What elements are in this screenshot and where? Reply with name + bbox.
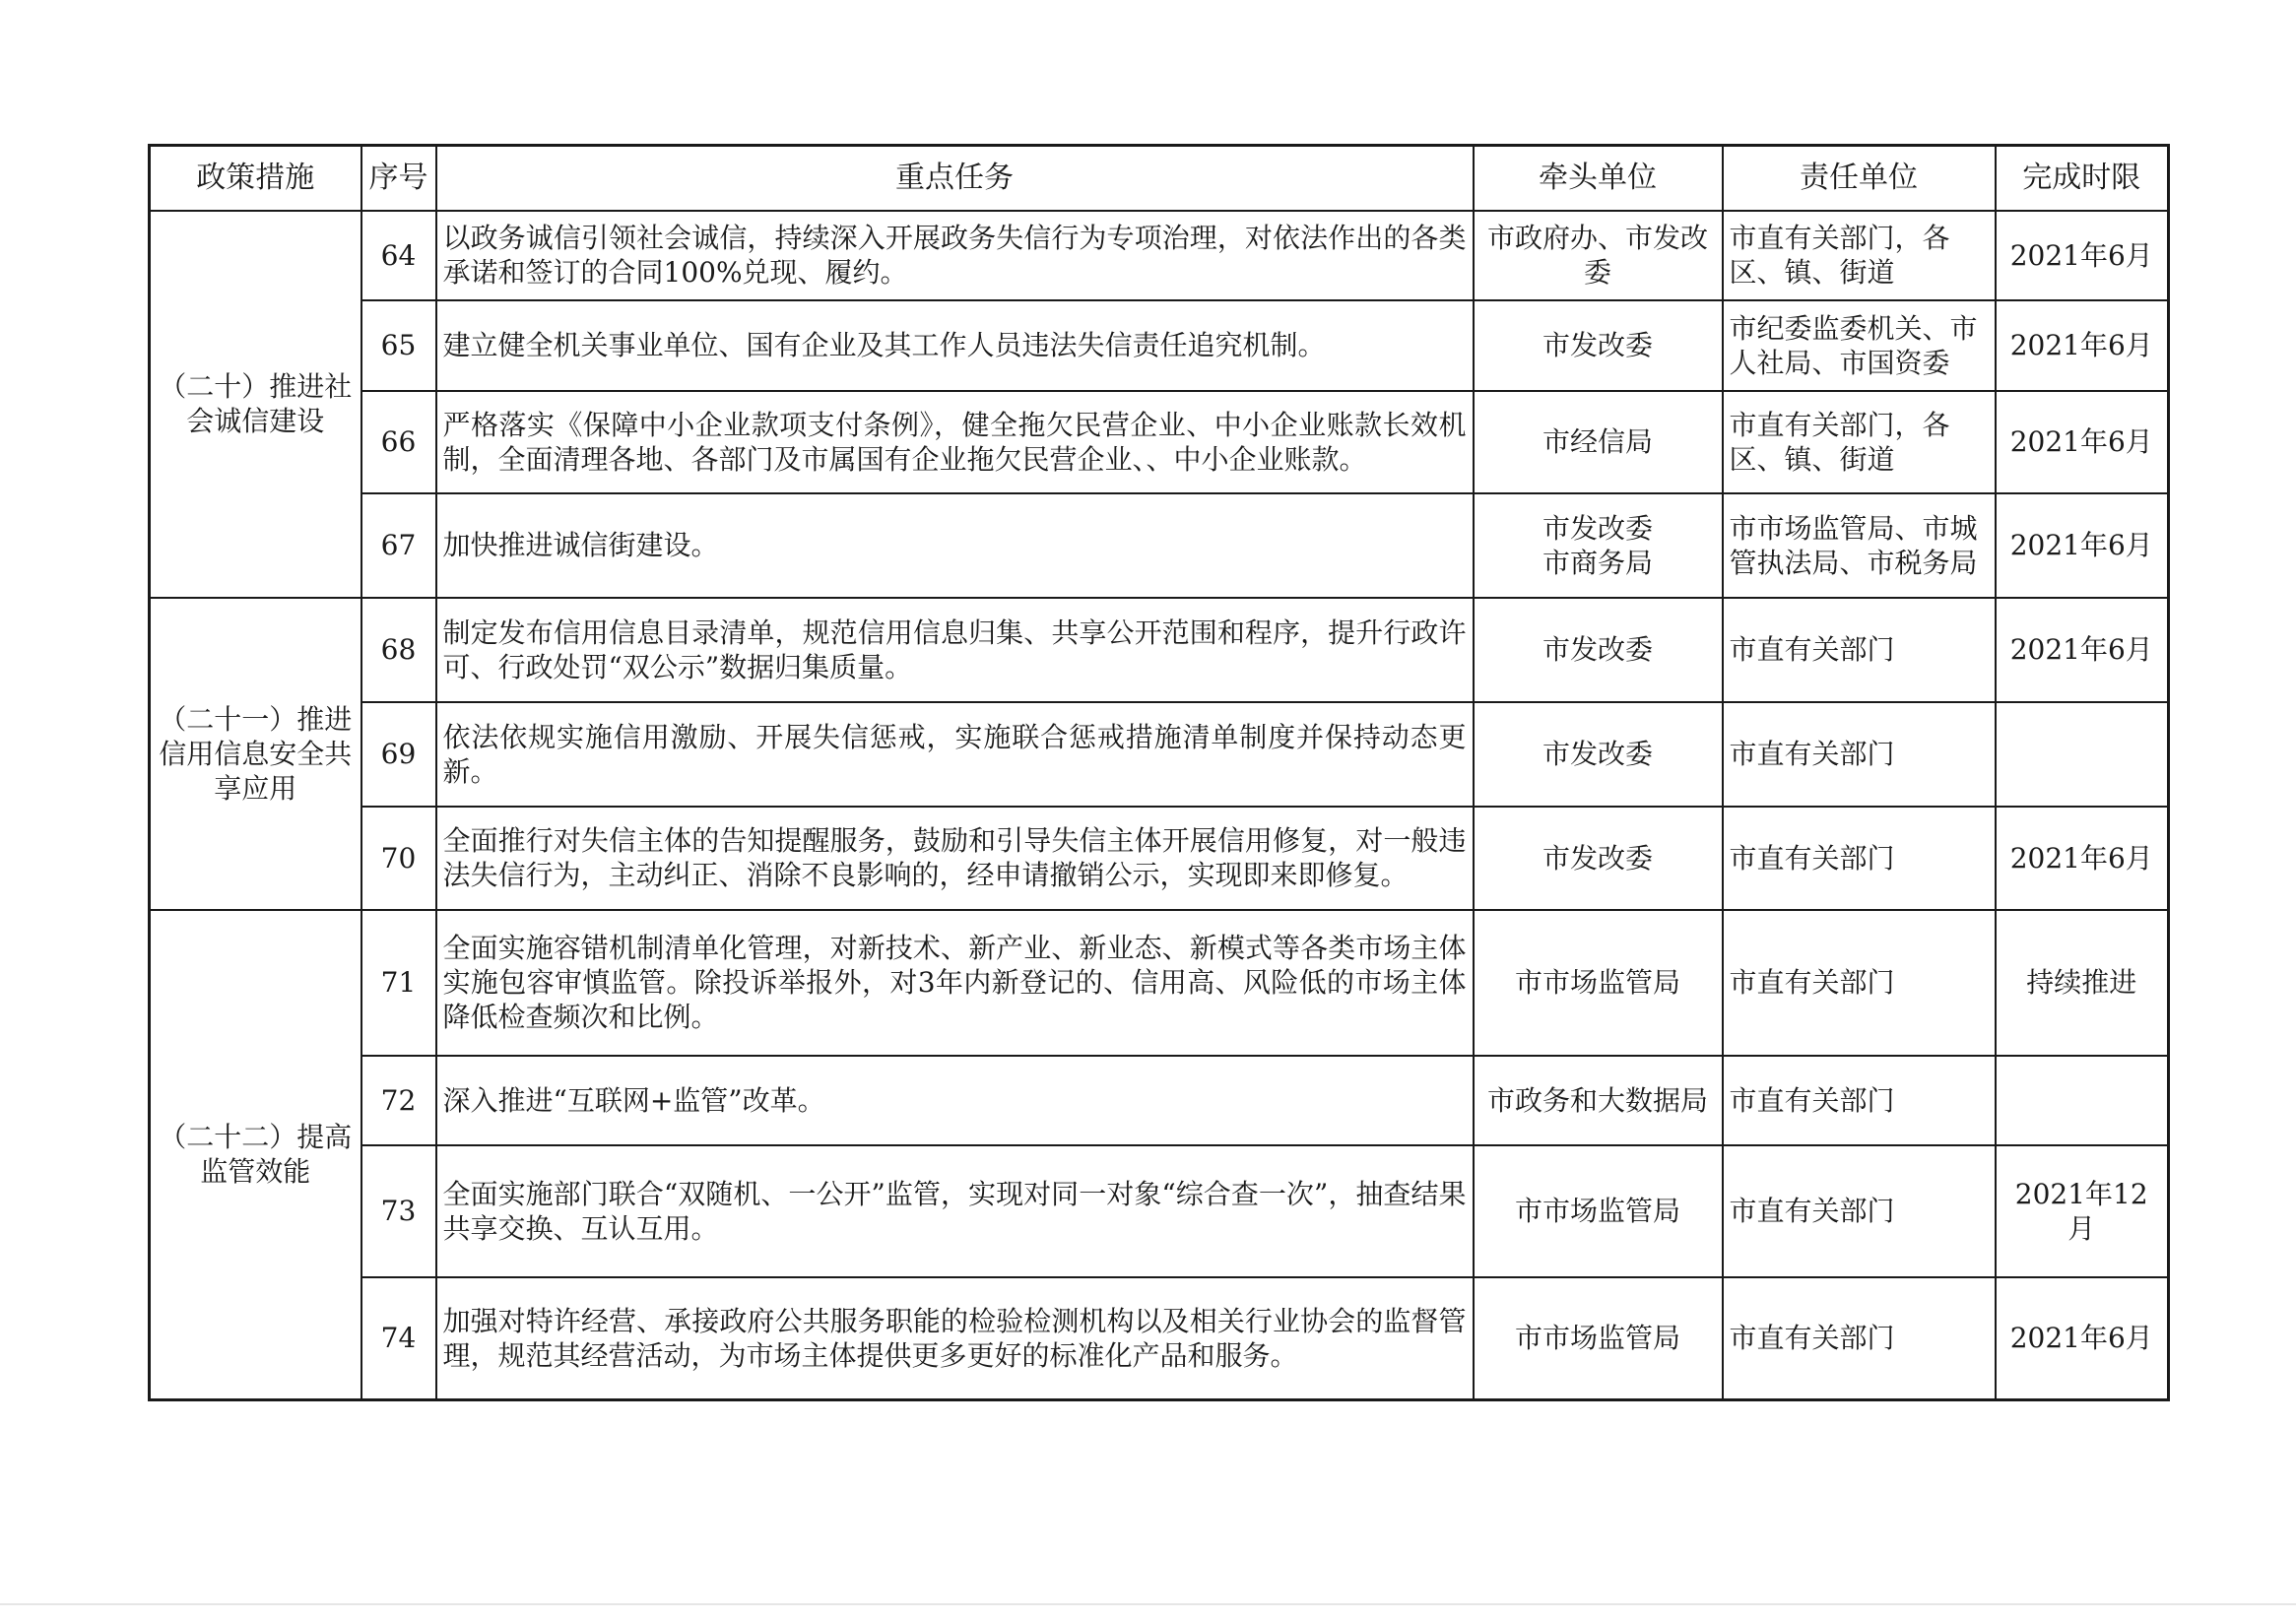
deadline-cell: 2021年6月	[1996, 807, 2169, 910]
page-edge-line	[0, 1603, 2296, 1605]
header-resp: 责任单位	[1723, 146, 1996, 211]
lead-line: 市商务局	[1542, 546, 1653, 579]
seq-cell: 67	[361, 493, 436, 598]
seq-cell: 74	[361, 1277, 436, 1400]
resp-cell: 市直有关部门	[1723, 702, 1996, 807]
measure-cell: （二十）推进社会诚信建设	[150, 211, 361, 598]
seq-cell: 64	[361, 211, 436, 300]
lead-cell	[1474, 493, 1723, 598]
seq-cell: 73	[361, 1145, 436, 1277]
task-cell: 建立健全机关事业单位、国有企业及其工作人员违法失信责任追究机制。	[436, 300, 1474, 391]
resp-cell: 市直有关部门	[1723, 807, 1996, 910]
task-cell: 加快推进诚信街建设。	[436, 493, 1474, 598]
resp-cell: 市直有关部门，各区、镇、街道	[1723, 211, 1996, 300]
table-row	[150, 1056, 2169, 1145]
lead-cell: 市发改委	[1474, 598, 1723, 702]
lead-cell: 市政务和大数据局	[1474, 1056, 1723, 1145]
table-row	[150, 598, 2169, 702]
task-cell: 依法依规实施信用激励、开展失信惩戒，实施联合惩戒措施清单制度并保持动态更新。	[436, 702, 1474, 807]
lead-cell: 市发改委	[1474, 807, 1723, 910]
seq-cell: 71	[361, 910, 436, 1056]
measure-cell: （二十二）提高监管效能	[150, 910, 361, 1400]
resp-cell: 市市场监管局、市城管执法局、市税务局	[1723, 493, 1996, 598]
table-row	[150, 211, 2169, 300]
deadline-cell	[1996, 702, 2169, 807]
lead-cell: 市市场监管局	[1474, 1145, 1723, 1277]
deadline-cell: 2021年6月	[1996, 598, 2169, 702]
task-cell: 深入推进“互联网+监管”改革。	[436, 1056, 1474, 1145]
lead-cell: 市发改委	[1474, 300, 1723, 391]
resp-cell: 市直有关部门	[1723, 598, 1996, 702]
deadline-cell: 2021年6月	[1996, 493, 2169, 598]
policy-task-table	[148, 144, 2170, 1401]
header-seq: 序号	[361, 146, 436, 211]
deadline-cell: 持续推进	[1996, 910, 2169, 1056]
task-cell: 制定发布信用信息目录清单，规范信用信息归集、共享公开范围和程序，提升行政许可、行政处罚“双公示”数据归集质量。	[436, 598, 1474, 702]
lead-line: 市发改委	[1542, 511, 1653, 545]
header-measure: 政策措施	[150, 146, 361, 211]
resp-cell: 市直有关部门	[1723, 910, 1996, 1056]
header-deadline: 完成时限	[1996, 146, 2169, 211]
table-row	[150, 391, 2169, 493]
lead-cell: 市政府办、市发改委	[1474, 211, 1723, 300]
seq-cell: 70	[361, 807, 436, 910]
table-row	[150, 702, 2169, 807]
lead-cell: 市发改委	[1474, 702, 1723, 807]
resp-cell: 市直有关部门，各区、镇、街道	[1723, 391, 1996, 493]
seq-cell: 68	[361, 598, 436, 702]
deadline-cell	[1996, 1056, 2169, 1145]
table-row	[150, 910, 2169, 1056]
lead-cell: 市市场监管局	[1474, 1277, 1723, 1400]
table-row	[150, 493, 2169, 598]
lead-cell: 市市场监管局	[1474, 910, 1723, 1056]
task-cell: 全面推行对失信主体的告知提醒服务，鼓励和引导失信主体开展信用修复，对一般违法失信行为，主动纠正、消除不良影响的，经申请撤销公示，实现即来即修复。	[436, 807, 1474, 910]
deadline-cell: 2021年6月	[1996, 300, 2169, 391]
deadline-cell: 2021年6月	[1996, 1277, 2169, 1400]
resp-cell: 市直有关部门	[1723, 1277, 1996, 1400]
measure-cell: （二十一）推进信用信息安全共享应用	[150, 598, 361, 910]
table-row	[150, 807, 2169, 910]
table-row	[150, 1277, 2169, 1400]
seq-cell: 65	[361, 300, 436, 391]
resp-cell: 市直有关部门	[1723, 1056, 1996, 1145]
task-cell: 严格落实《保障中小企业款项支付条例》，健全拖欠民营企业、中小企业账款长效机制，全面清理各地、各部门及市属国有企业拖欠民营企业、、中小企业账款。	[436, 391, 1474, 493]
task-cell: 全面实施容错机制清单化管理，对新技术、新产业、新业态、新模式等各类市场主体实施包容审慎监管。除投诉举报外，对3年内新登记的、信用高、风险低的市场主体降低检查频次和比例。	[436, 910, 1474, 1056]
task-cell: 加强对特许经营、承接政府公共服务职能的检验检测机构以及相关行业协会的监督管理，规范其经营活动，为市场主体提供更多更好的标准化产品和服务。	[436, 1277, 1474, 1400]
table-row	[150, 300, 2169, 391]
resp-cell: 市直有关部门	[1723, 1145, 1996, 1277]
table-row	[150, 1145, 2169, 1277]
seq-cell: 66	[361, 391, 436, 493]
deadline-cell: 2021年6月	[1996, 211, 2169, 300]
deadline-cell: 2021年6月	[1996, 391, 2169, 493]
task-cell: 以政务诚信引领社会诚信，持续深入开展政务失信行为专项治理，对依法作出的各类承诺和签订的合同100%兑现、履约。	[436, 211, 1474, 300]
seq-cell: 69	[361, 702, 436, 807]
deadline-cell: 2021年12月	[1996, 1145, 2169, 1277]
lead-cell: 市经信局	[1474, 391, 1723, 493]
header-task: 重点任务	[436, 146, 1474, 211]
header-lead: 牵头单位	[1474, 146, 1723, 211]
table-header-row	[150, 146, 2169, 211]
resp-cell: 市纪委监委机关、市人社局、市国资委	[1723, 300, 1996, 391]
seq-cell: 72	[361, 1056, 436, 1145]
task-cell: 全面实施部门联合“双随机、一公开”监管，实现对同一对象“综合查一次”，抽查结果共享交换、互认互用。	[436, 1145, 1474, 1277]
